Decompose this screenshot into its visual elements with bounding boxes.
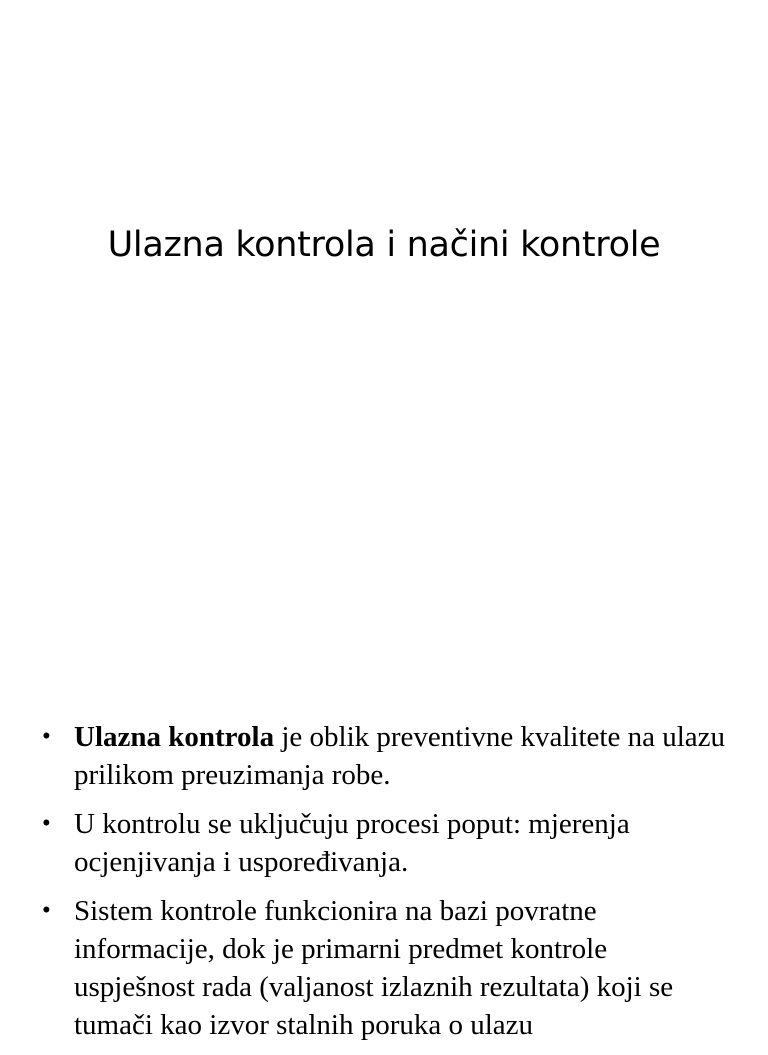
bullet-item-procesi <box>42 805 732 881</box>
bullet-text: je oblik preventivne kvalitete na ulazu prilikom preuzimanja robe. <box>74 721 726 791</box>
bullet-item-ulazna-kontrola <box>42 718 732 794</box>
bullet-text: Sistem kontrole funkcionira na bazi povratne informacije, dok je primarni predmet kontrole uspješnost rada (valjanost izlaznih rezultata) koji se tumači kao izvor stalnih poruka o ulazu <box>74 895 674 1041</box>
content-slide <box>0 576 768 1041</box>
bullet-bold-lead: Ulazna kontrola <box>74 721 275 753</box>
bullet-icon: • <box>42 897 51 924</box>
bullet-icon: • <box>42 723 51 750</box>
slide-title: Ulazna kontrola i načini kontrole <box>107 225 661 265</box>
bullet-text: U kontrolu se uključuju procesi poput: mjerenja ocjenjivanja i uspoređivanja. <box>74 808 630 878</box>
bullet-icon: • <box>42 810 51 837</box>
bullet-item-sistem-kontrole <box>42 892 732 1044</box>
bullet-list <box>42 718 732 1055</box>
